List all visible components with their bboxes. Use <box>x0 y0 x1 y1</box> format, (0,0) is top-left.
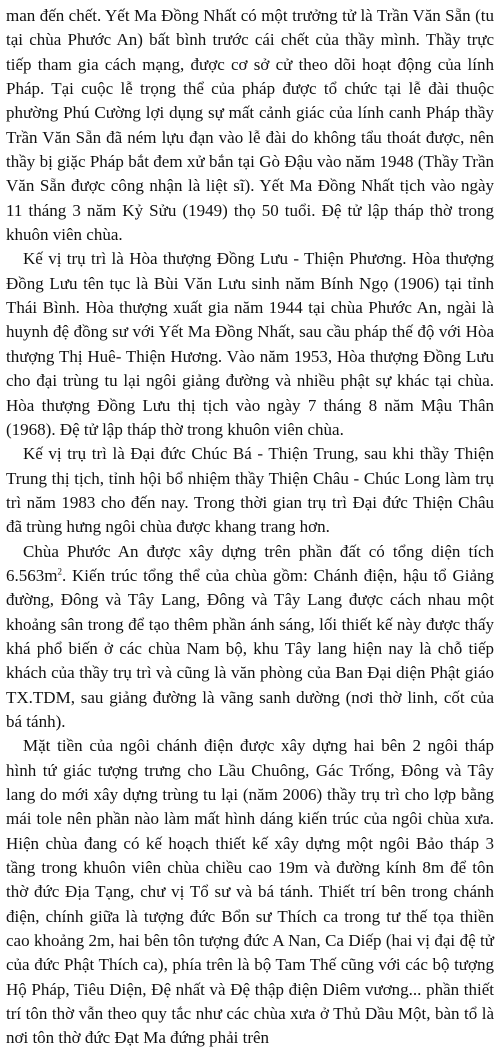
paragraph-4-text-before: Chùa Phước An được xây dựng trên phần đất có tổng diện tích 6.563m <box>6 541 494 585</box>
superscript-two: 2 <box>57 566 62 577</box>
paragraph-3: Kế vị trụ trì là Đại đức Chúc Bá - Thiện Trung, sau khi thầy Thiện Trung thị tịch, tỉnh hội bổ nhiệm thầy Thiện Châu - Chúc Long làm trụ trì năm 1983 cho đến nay. Trong thời gian trụ trì Đại đức Thiện Châu đã trùng hưng ngôi chùa được khang trang hơn. <box>6 444 494 537</box>
paragraph-4 <box>6 540 494 735</box>
paragraph-2: Kế vị trụ trì là Hòa thượng Đồng Lưu - Thiện Phương. Hòa thượng Đồng Lưu tên tục là Bùi Văn Lưu sinh năm Bính Ngọ (1906) tại tỉnh Thái Bình. Hòa thượng xuất gia năm 1944 tại chùa Phước An, ngài là huynh đệ đồng sư với Yết Ma Đồng Nhất, sau cầu pháp thế độ với Hòa thượng Thị Huê- Thiện Hương. Vào năm 1953, Hòa thượng Đồng Lưu cho đại trùng tu lại ngôi giảng đường và nhiều phật sự khác tại chùa. Hòa thượng Đồng Lưu thị tịch vào ngày 7 tháng 8 năm Mậu Thân (1968). Đệ tử lập tháp thờ trong khuôn viên chùa. <box>6 249 494 439</box>
paragraph-4-text-after: . Kiến trúc tổng thể của chùa gồm: Chánh điện, hậu tổ Giảng đường, Đông và Tây Lang, Đông và Tây Lang được cách nhau một khoảng sân trong để tạo thêm phần ánh sáng, lối thiết kế này được thấy khá phổ biến ở các chùa Nam bộ, khu Tây lang hiện nay là chỗ tiếp khách của thầy trụ trì và cũng là văn phòng của Ban Đại diện Phật giáo TX.TDM, sau giảng đường là vãng sanh dường (nơi thờ linh, cốt của bá tánh). <box>6 565 494 731</box>
paragraph-5: Mặt tiền của ngôi chánh điện được xây dựng hai bên 2 ngôi tháp hình tứ giác tượng trưng cho Lầu Chuông, Gác Trống, Đông và Tây lang do mới xây dựng trùng tu lại (năm 2006) thầy trụ trì cho lợp bằng mái tole nên phần nào làm mất hình dáng kiến trúc của ngôi chùa xưa. Hiện chùa đang có kế hoạch thiết kế xây dựng một ngôi Bảo tháp 3 tầng trong khuôn viên chùa chiều cao 19m và đường kính 8m để tôn thờ đức Địa Tạng, chư vị Tổ sư và bá tánh. Thiết trí bên trong chánh điện, chính giữa là tượng đức Bổn sư Thích ca trong tư thế tọa thiền cao khoảng 2m, hai bên tôn tượng đức A Nan, Ca Diếp (hai vị đại đệ tử của đức Phật Thích ca), phía trên là bộ Tam Thế cũng với các bộ tượng Hộ Pháp, Tiêu Diện, Đệ nhất và Đệ thập điện Diêm vương... phần thiết trí tôn thờ vẫn theo quy tắc như các chùa xưa ở Thủ Dầu Một, bàn tổ là nơi tôn thờ đức Đạt Ma đứng phải trên <box>6 736 494 1048</box>
paragraph-1: man đến chết. Yết Ma Đồng Nhất có một trưởng tử là Trần Văn Sẵn (tu tại chùa Phước An) bất bình trước cái chết của thầy mình. Thầy trực tiếp tham gia cách mạng, được cơ sở cử theo dõi hoạt động của lính Pháp. Tại cuộc lễ trọng thể của pháp được tổ chức tại lễ đài thuộc phường Phú Cường lợi dụng sự mất cảnh giác của lính canh Pháp thầy Trần Văn Sẵn đã ném lựu đạn vào lễ đài do không tẩu thoát được, nên thầy bị giặc Pháp bắt đem xử bắn tại Gò Đậu vào năm 1948 (Thầy Trần Văn Sẵn được công nhận là liệt sĩ). Yết Ma Đồng Nhất tịch vào ngày 11 tháng 3 năm Kỷ Sửu (1949) thọ 50 tuổi. Đệ tử lập tháp thờ trong khuôn viên chùa. <box>6 6 494 245</box>
